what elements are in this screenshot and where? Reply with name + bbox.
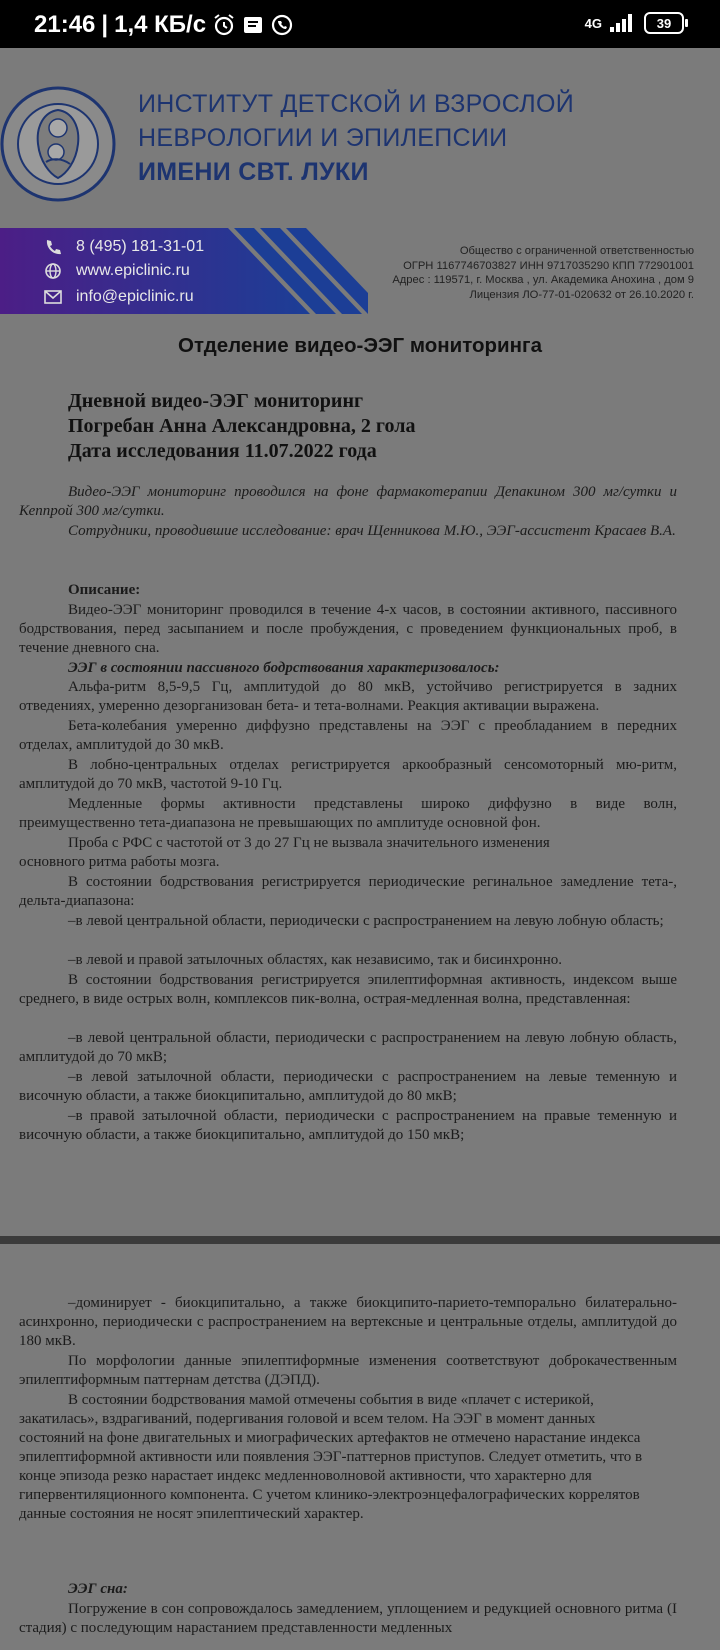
phone-icon: [44, 238, 62, 256]
website-link[interactable]: www.epiclinic.ru: [76, 262, 190, 279]
epileptiform-paragraph: В состоянии бодрствования регистрируется эпилептиформная активность, индексом выше среднего, в виде острых волн, комплексов пик-волна, острая-медленная волна, представленная:: [19, 972, 677, 1007]
epileptiform-item: –в левой центральной области, периодически с распространением на левую лобную область, амплитудой до 70 мкВ;: [19, 1030, 677, 1065]
battery-icon: [644, 12, 684, 34]
epileptiform-item: –в правой затылочной области, периодически с распространением на правые теменную и височную области, а также биокципитально, амплитудой до 150 мкВ;: [19, 1108, 677, 1143]
epileptiform-item: –доминирует - биокципитально, а также биокципито-париетo-темпорально билатерально-асинхронно, периодически с распространением на вертексные и центральные отделы, амплитудой до 180 мкВ.: [19, 1295, 677, 1349]
slow-activity-paragraph: Медленные формы активности представлены широко диффузно в виде волн, преимущественно тета-диапазона не превышающих по амплитуде основной фон.: [19, 796, 677, 831]
alpha-rhythm-paragraph: Альфа-ритм 8,5-9,5 Гц, амплитудой до 80 мкВ, устойчиво регистрируется в задних отведениях, умеренно дезорганизован бета- и тета-волнами. Реакция активации выражена.: [19, 679, 677, 714]
institute-name-line1: ИНСТИТУТ ДЕТСКОЙ И ВЗРОСЛОЙ: [138, 90, 575, 118]
description-paragraph: Видео-ЭЭГ мониторинг проводился в течение 4-х часов, в состоянии активного, пассивного бодрствования, перед засыпанием и после пробуждения, с проведением функциональных проб, в течение дневного сна.: [19, 602, 677, 656]
network-speed: 1,4 КБ/с: [114, 11, 207, 38]
whatsapp-icon: [270, 13, 294, 37]
signal-icon: [610, 14, 636, 32]
description-heading: Описание:: [68, 582, 141, 598]
report-title: Дневной видео-ЭЭГ мониторинг: [68, 390, 364, 412]
institute-logo: [0, 86, 116, 202]
patient-name: Погребан Анна Александровна, 2 гола: [68, 415, 416, 437]
phone-number: 8 (495) 181-31-01: [76, 238, 205, 255]
sleep-paragraph: Погружение в сон сопровождалось замедлением, уплощением и редукцией основного ритма (I стадия) с последующим нарастанием представленности медленных: [19, 1601, 677, 1636]
events-paragraph: В состоянии бодрствования мамой отмечены события в виде «плачет с истерикой, закатилась», вздрагиваний, подергивания головой и всем телом. На ЭЭГ в момент данных состояний на фоне двигательных и миографических артефактов не отмечено нарастание индекса эпилептиформной активности или появления ЭЭГ-паттернов приступов. Следует отметить, что в конце эпизода резко нарастает индекс медленноволновой активности, что характерно для гипервентиляционного компонента. С учетом клинико-электроэнцефалографических коррелятов данные состояния не носят эпилептический характер.: [19, 1392, 643, 1522]
message-icon: [242, 14, 264, 36]
battery-level: 39: [656, 15, 672, 31]
clock: 21:46: [34, 11, 96, 38]
epileptiform-item: –в левой затылочной области, периодически с распространением на левые теменную и височную области, а также биокципитально, амплитудой до 80 мкВ;: [19, 1069, 677, 1104]
institute-name-line2: НЕВРОЛОГИИ И ЭПИЛЕПСИИ: [138, 124, 508, 152]
document-page-2: [0, 1244, 720, 1650]
legal-line: Адрес : 119571, г. Москва , ул. Академика Анохина , дом 9: [392, 274, 694, 287]
document-page-1: [0, 48, 720, 1236]
alarm-icon: [212, 13, 236, 37]
regional-slowing-paragraph: В состоянии бодрствования регистрируется периодические регинальное замедление тета-, дельта-диапазона:: [19, 874, 677, 909]
network-type: 4G: [584, 15, 602, 31]
contact-website: [44, 262, 190, 280]
staff-note: Сотрудники, проводившие исследование: врач Щенникова М.Ю., ЭЭГ-ассистент Красаев В.А.: [68, 523, 676, 539]
institute-name-line3: ИМЕНИ СВТ. ЛУКИ: [138, 158, 369, 186]
email-link[interactable]: info@epiclinic.ru: [76, 288, 194, 305]
photostimulation-paragraph: Проба с РФС с частотой от 3 до 27 Гц не вызвала значительного изменения основного ритма работы мозга.: [19, 835, 550, 870]
therapy-note: Видео-ЭЭГ мониторинг проводился на фоне фармакотерапии Депакином 300 мг/сутки и Кеппрой 300 мг/сутки.: [19, 484, 677, 519]
passive-wake-heading: ЭЭГ в состоянии пассивного бодрствования характеризовалось:: [68, 660, 500, 676]
status-separator: |: [101, 11, 109, 38]
contact-phone: [44, 238, 204, 256]
department-title: Отделение видео-ЭЭГ мониторинга: [178, 334, 542, 357]
mu-rhythm-paragraph: В лобно-центральных отделах регистрируется аркообразный сенсомоторный мю-ритм, амплитудой до 70 мкВ, частотой 9-10 Гц.: [19, 757, 677, 792]
regional-slowing-item: –в левой и правой затылочных областях, как независимо, так и бисинхронно.: [68, 952, 562, 968]
beta-paragraph: Бета-колебания умеренно диффузно представлены на ЭЭГ с преобладанием в передних отделах, амплитудой до 30 мкВ.: [19, 718, 677, 753]
globe-icon: [44, 262, 62, 280]
page-divider: [0, 1236, 720, 1244]
status-bar: [0, 0, 720, 48]
sleep-heading: ЭЭГ сна:: [68, 1581, 128, 1597]
contact-email: [44, 288, 194, 306]
mail-icon: [44, 290, 62, 304]
legal-info: [392, 244, 694, 302]
regional-slowing-item: –в левой центральной области, периодически с распространением на левую лобную область;: [68, 913, 664, 929]
study-date: Дата исследования 11.07.2022 года: [68, 440, 377, 462]
legal-line: ОГРН 1167746703827 ИНН 9717035290 КПП 772901001: [403, 259, 694, 272]
legal-line: Общество с ограниченной ответственностью: [459, 245, 694, 257]
legal-line: Лицензия ЛО-77-01-020632 от 26.10.2020 г.: [469, 288, 694, 301]
morphology-paragraph: По морфологии данные эпилептиформные изменения соответствуют доброкачественным эпилептиформным паттернам детства (ДЭПД).: [19, 1353, 677, 1388]
